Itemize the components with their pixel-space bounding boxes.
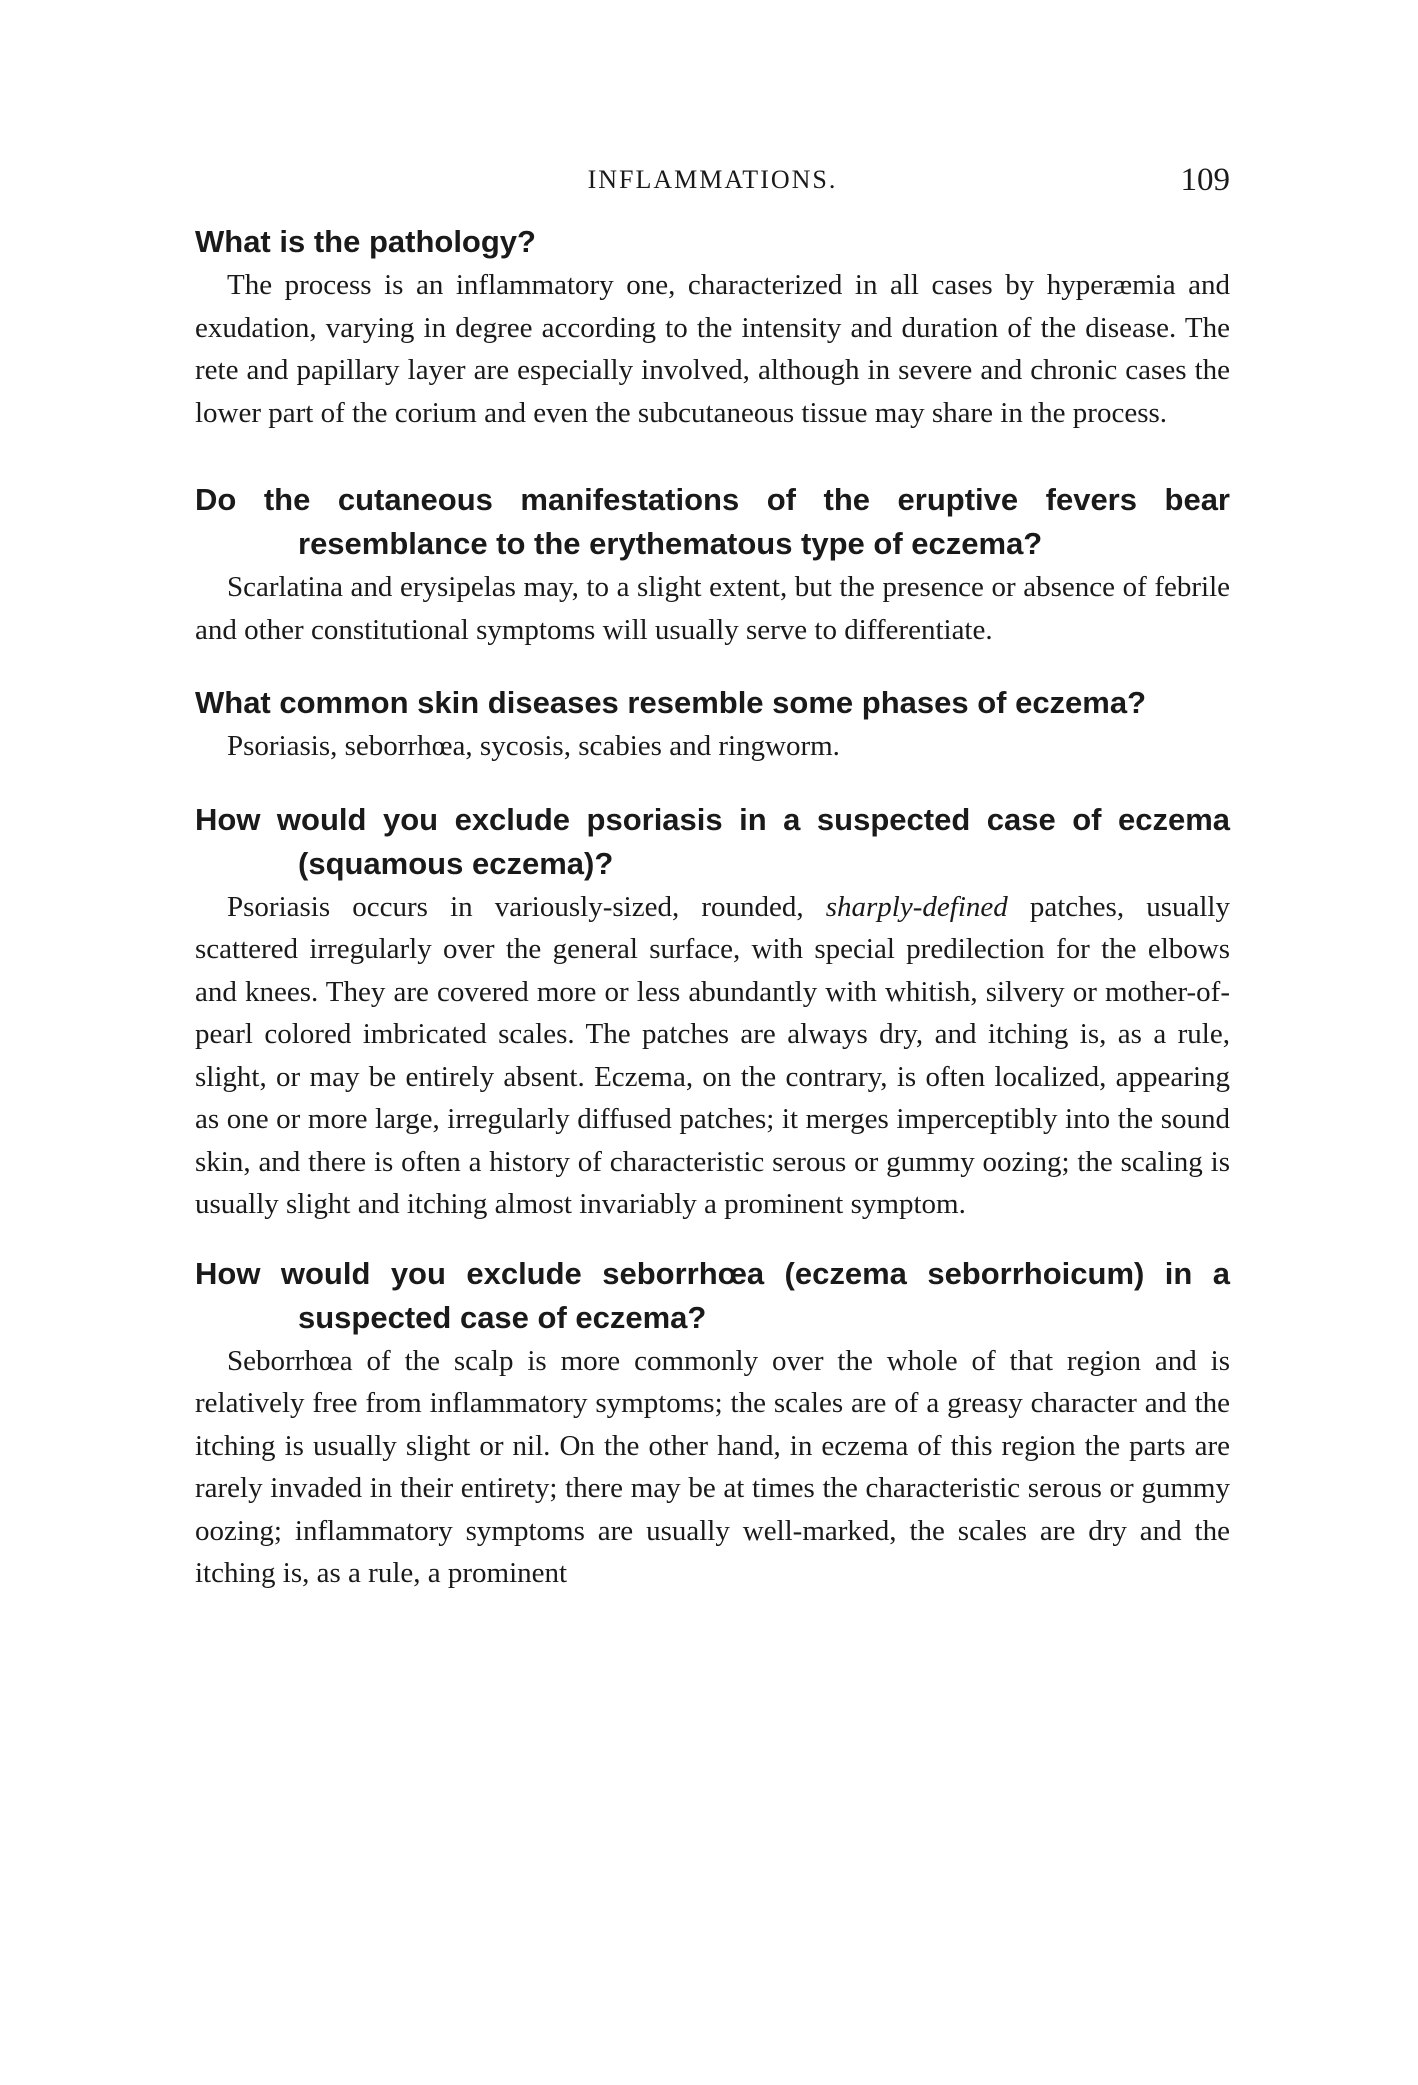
answer-paragraph: Scarlatina and erysipelas may, to a slight extent, but the presence or absence of febrile and other constitutional symptoms will usually serve to differentiate. bbox=[195, 571, 1230, 646]
answer-emphasis: sharply-defined bbox=[825, 890, 1008, 923]
question-heading: What is the pathology? bbox=[195, 224, 536, 259]
qa-common-skin-diseases bbox=[195, 681, 1230, 768]
answer-paragraph: The process is an inflammatory one, characterized in all cases by hyperæmia and exudation, varying in degree according to the intensity and duration of the disease. The rete and papillary layer are especially involved, although in severe and chronic cases the lower part of the corium and even the subcutaneous tissue may share in the process. bbox=[195, 269, 1230, 429]
answer-text-start: Psoriasis occurs in variously-sized, rounded, bbox=[227, 890, 826, 923]
answer-paragraph bbox=[195, 886, 1230, 1226]
page-number: 109 bbox=[1180, 162, 1230, 198]
answer-text-end: patches, usually scattered irregularly over the general surface, with special predilection for the elbows and knees. They are covered more or less abundantly with whitish, silvery or mother-of-pearl colored imbricated scales. The patches are always dry, and itching is, as a rule, slight, or may be entirely absent. Eczema, on the contrary, is often localized, appearing as one or more large, irregularly diffused patches; it merges imperceptibly into the sound skin, and there is often a history of characteristic serous or gummy oozing; the scaling is usually slight and itching almost invariably a prominent symptom. bbox=[195, 890, 1230, 1220]
qa-exclude-seborrhoea bbox=[195, 1252, 1230, 1595]
page-content bbox=[195, 220, 1230, 1595]
question-heading: What common skin diseases resemble some phases of eczema? bbox=[195, 685, 1147, 720]
question-heading: How would you exclude psoriasis in a suspected case of eczema (squamous eczema)? bbox=[195, 801, 1230, 881]
qa-pathology bbox=[195, 220, 1230, 434]
qa-eruptive-fevers bbox=[195, 478, 1230, 651]
answer-paragraph: Psoriasis, seborrhœa, sycosis, scabies and ringworm. bbox=[227, 730, 840, 762]
question-heading: How would you exclude seborrhœa (eczema seborrhoicum) in a suspected case of eczema? bbox=[195, 1255, 1230, 1335]
question-heading: Do the cutaneous manifestations of the eruptive fevers bear resemblance to the erythematous type of eczema? bbox=[195, 482, 1230, 561]
qa-exclude-psoriasis bbox=[195, 798, 1230, 1226]
running-head bbox=[195, 160, 1230, 200]
answer-paragraph: Seborrhœa of the scalp is more commonly over the whole of that region and is relatively free from inflammatory symptoms; the scales are of a greasy character and the itching is usually slight or nil. On the other hand, in eczema of this region the parts are rarely invaded in their entirety; there may be at times the characteristic serous or gummy oozing; inflammatory symptoms are usually well-marked, the scales are dry and the itching is, as a rule, a prominent bbox=[195, 1344, 1230, 1589]
running-title: INFLAMMATIONS. bbox=[587, 165, 838, 194]
